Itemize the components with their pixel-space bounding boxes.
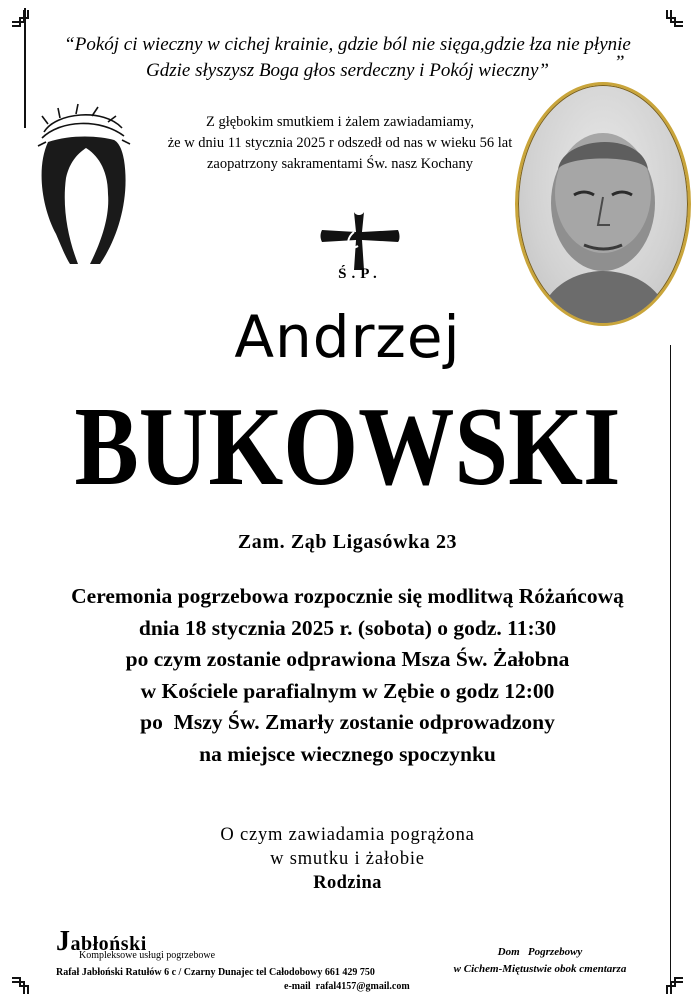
- notice-line-2: w smutku i żałobie: [270, 849, 425, 869]
- ceremony-line-2: dnia 18 stycznia 2025 r. (sobota) o godz. 11:30: [138, 615, 557, 640]
- quote-line-2: Gdzie słyszysz Boga głos serdeczny i Pokój wieczny”: [146, 60, 549, 81]
- sp-abbreviation: Ś.P.: [338, 266, 382, 282]
- brand-initial: J: [56, 926, 71, 957]
- funeral-home-email: e-mail rafal4157@gmail.com: [284, 981, 410, 992]
- ceremony-line-4: w Kościele parafialnym w Zębie o godz 12:00: [140, 678, 555, 703]
- ceremony-line-6: na miejsce wiecznego spoczynku: [199, 741, 496, 766]
- notice-line-1: O czym zawiadamia pogrążona: [220, 825, 475, 845]
- residence-address: Zam. Ząb Ligasówka 23: [237, 531, 458, 553]
- brand-rest: abłoński: [70, 933, 147, 955]
- intro-line-3: zaopatrzony sakramentami Św. nasz Kochany: [206, 156, 473, 172]
- quote-line-1: “Pokój ci wieczny w cichej krainie, gdzie ból nie sięga,gdzie łza nie płynie: [64, 34, 631, 55]
- funeral-home-info: [56, 926, 410, 993]
- intro-line-2: że w dniu 11 stycznia 2025 r odszedł od nas w wieku 56 lat: [167, 135, 513, 151]
- ceremony-line-3: po czym zostanie odprawiona Msza Św. Żałobna: [125, 647, 570, 671]
- first-name: Andrzej: [234, 303, 461, 371]
- last-name: BUKOWSKI: [74, 385, 621, 509]
- corner-ornament-top-right-icon: [655, 8, 685, 38]
- memorial-quote: [40, 32, 655, 84]
- family-notice: [0, 823, 695, 895]
- intro-text: [100, 112, 580, 175]
- quote-closing-mark: ”: [614, 52, 625, 73]
- funeral-home-tagline: Kompleksowe usługi pogrzebowe: [79, 950, 216, 961]
- funeral-home-address: Rafał Jabłoński Ratułów 6 c / Czarny Dunajec tel Całodobowy 661 429 750: [56, 967, 375, 978]
- ceremony-details: [20, 581, 675, 770]
- notice-family: Rodzina: [313, 873, 382, 893]
- ceremony-line-5: po Mszy Św. Zmarły zostanie odprowadzony: [140, 710, 555, 734]
- portrait-photo: [515, 82, 691, 326]
- funeral-parlor-line-2: w Cichem-Miętustwie obok cmentarza: [453, 963, 627, 975]
- corner-ornament-bottom-left-icon: [10, 966, 40, 996]
- cross-icon: [318, 210, 402, 272]
- intro-line-1: Z głębokim smutkiem i żalem zawiadamiamy,: [205, 114, 475, 130]
- funeral-parlor-info: [420, 944, 660, 978]
- funeral-parlor-line-1: Dom Pogrzebowy: [497, 946, 583, 958]
- ceremony-line-1: Ceremonia pogrzebowa rozpocznie się modlitwą Różańcową: [71, 584, 624, 608]
